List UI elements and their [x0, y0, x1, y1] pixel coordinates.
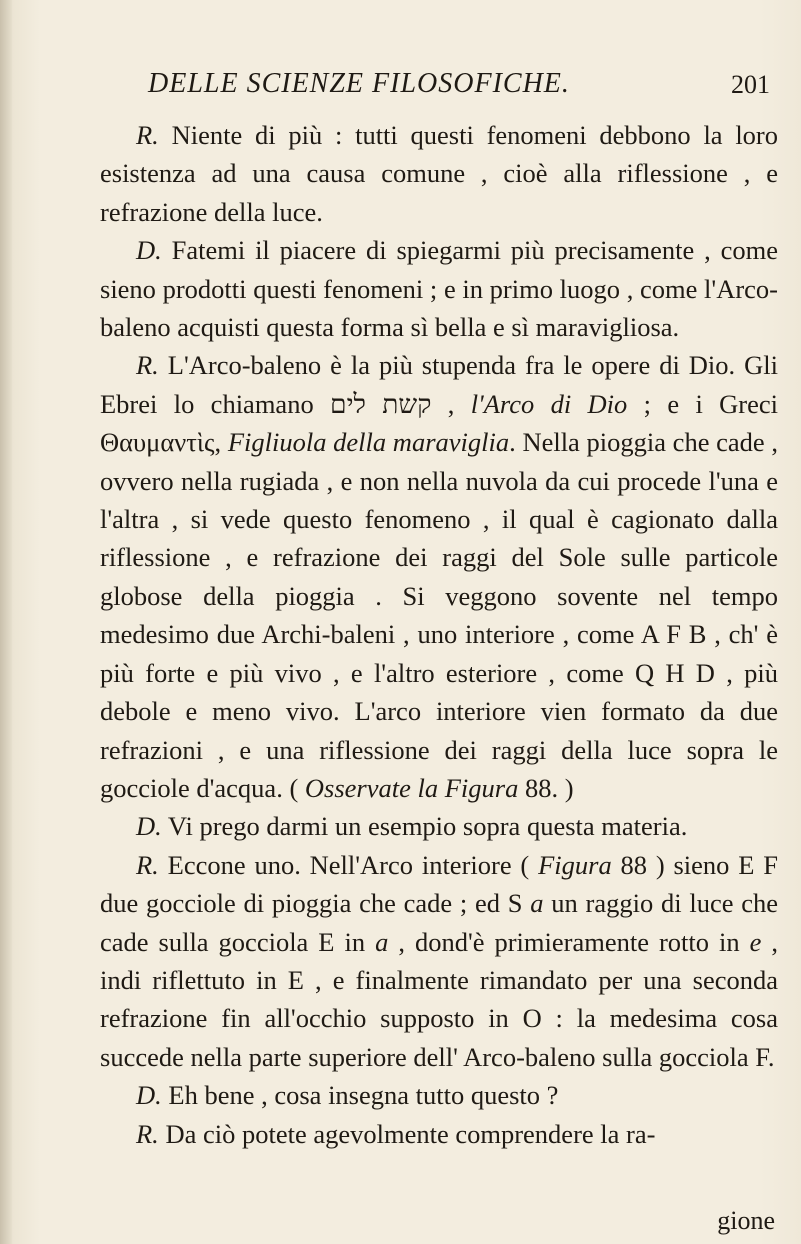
- paragraph-r-3: [100, 846, 778, 1076]
- paragraph-r-1: [100, 116, 778, 231]
- speaker-label: D.: [136, 1080, 162, 1111]
- paragraph-text: Da ciò potete agevolmente comprendere la ra-: [165, 1118, 656, 1149]
- paragraph-r-2: [100, 346, 778, 807]
- paragraph-text: . Nella pioggia che cade , ovvero nella rugiada , e non nella nuvola da cui procede l'una e l'altra , si vede questo fenomeno , il qual è cagionato dalla riflessione , e refrazione dei raggi del Sole sulle particole globose della pioggia . Si veggono sovente nel tempo medesimo due Archi-baleni , uno interiore , come A F B , ch' è più forte e più vivo , e l'altro esteriore , come Q H D , più debole e meno vivo. L'arco interiore vien formato da due refrazioni , e una riflessione dei raggi della luce sopra le gocciole d'acqua. (: [100, 427, 778, 803]
- paragraph-text: Fatemi il piacere di spiegarmi più precisamente , come sieno prodotti questi fenomeni ; e in primo luogo , come l'Arco-baleno acquisti questa forma sì bella e sì maravigliosa.: [100, 235, 778, 343]
- speaker-label: D.: [136, 235, 162, 266]
- figure-reference: Figura: [538, 849, 612, 880]
- page-header: [100, 68, 770, 112]
- paragraph-text: L'Arco-baleno è la più stupenda fra le opere di Dio. Gli Ebrei lo chiamano קשת לים ,: [100, 350, 778, 419]
- paragraph-text: ; e i Greci Θαυμαντὶς,: [100, 388, 778, 458]
- italic-phrase: l'Arco di Dio: [470, 388, 628, 419]
- italic-phrase: Figliuola della maraviglia: [227, 427, 510, 458]
- paragraph-text: Eccone uno. Nell'Arco interiore (: [167, 849, 539, 880]
- paragraph-d-1: [100, 231, 778, 346]
- figure-reference: Osservate la Figura: [304, 772, 519, 803]
- speaker-label: R.: [136, 350, 159, 381]
- paragraph-text: un raggio di luce che cade sulla gocciola E in: [100, 888, 778, 957]
- paragraph-d-3: [100, 1076, 778, 1114]
- paragraph-text: , dond'è primieramente rotto in: [388, 926, 750, 957]
- italic-letter: a: [375, 926, 389, 957]
- catchword: gione: [717, 1206, 775, 1235]
- speaker-label: D.: [136, 811, 162, 842]
- running-title: DELLE SCIENZE FILOSOFICHE.: [148, 68, 570, 99]
- page-binding-shadow: [0, 0, 12, 1244]
- paragraph-r-4: [100, 1115, 778, 1153]
- speaker-label: R.: [136, 849, 159, 880]
- paragraph-d-2: [100, 807, 778, 845]
- italic-letter: a: [530, 888, 544, 919]
- paragraph-text: 88 ) sieno E F due gocciole di pioggia che cade ; ed S: [100, 849, 779, 919]
- page-body: [100, 116, 778, 1153]
- paragraph-text: , indi riflettuto in E , e finalmente rimandato per una seconda refrazione fin all'occhio supposto in O : la medesima cosa succede nella parte superiore dell' Arco-baleno sulla gocciola F.: [100, 926, 778, 1072]
- paragraph-text: Eh bene , cosa insegna tutto questo ?: [168, 1080, 559, 1111]
- paragraph-text: 88. ): [518, 772, 574, 803]
- paragraph-text: Niente di più : tutti questi fenomeni debbono la loro esistenza ad una causa comune , cioè alla riflessione , e refrazione della luce.: [100, 120, 779, 227]
- italic-letter: e: [749, 926, 762, 957]
- speaker-label: R.: [136, 1118, 159, 1149]
- paragraph-text: Vi prego darmi un esempio sopra questa materia.: [167, 811, 688, 842]
- speaker-label: R.: [136, 120, 159, 150]
- page-number: 201: [731, 70, 770, 99]
